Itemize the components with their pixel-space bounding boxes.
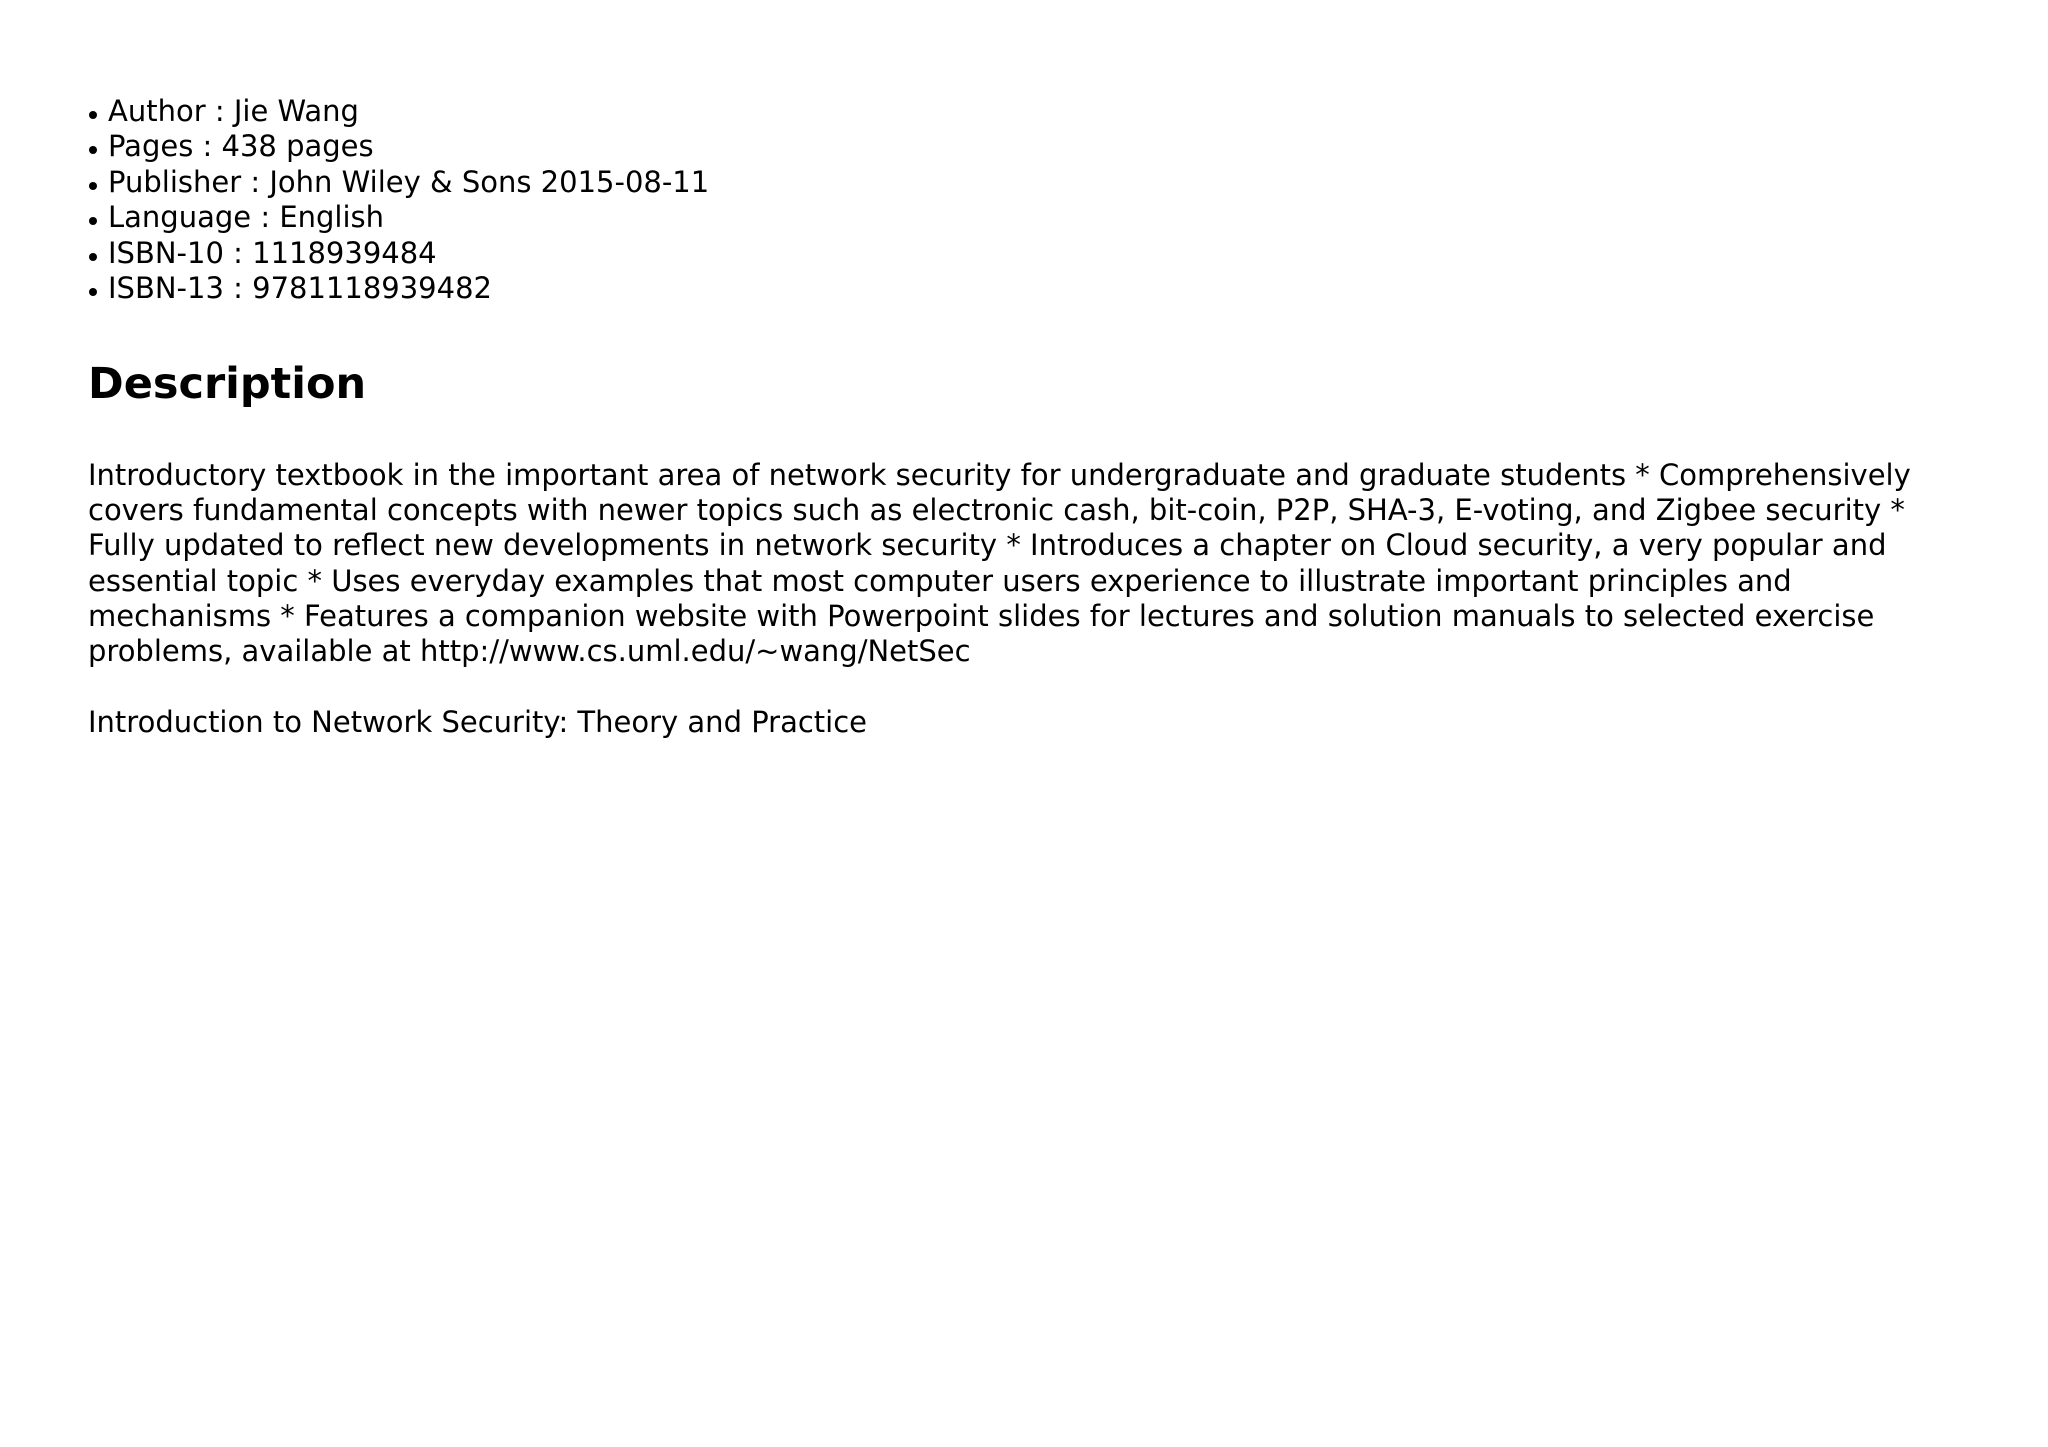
bullet-icon bbox=[89, 182, 97, 190]
bullet-icon bbox=[89, 111, 97, 119]
bullet-icon bbox=[89, 288, 97, 296]
detail-pages bbox=[88, 129, 709, 164]
detail-text: Language : English bbox=[108, 200, 385, 235]
detail-language bbox=[88, 200, 709, 235]
detail-text: Author : Jie Wang bbox=[108, 94, 359, 128]
detail-text: ISBN-10 : 1118939484 bbox=[108, 235, 437, 270]
detail-text: Pages : 438 pages bbox=[108, 129, 374, 164]
description-text bbox=[88, 458, 1968, 669]
bullet-icon bbox=[89, 217, 97, 225]
bullet-icon bbox=[89, 146, 97, 154]
book-title: Introduction to Network Security: Theory and Practice bbox=[88, 705, 868, 739]
detail-publisher bbox=[88, 165, 709, 200]
bullet-icon bbox=[89, 253, 97, 261]
description-line: problems, available at http://www.cs.uml.edu/~wang/NetSec bbox=[88, 634, 971, 669]
book-details-list bbox=[88, 94, 709, 306]
detail-author bbox=[88, 94, 709, 129]
description-heading: Description bbox=[88, 359, 367, 409]
detail-text: ISBN-13 : 9781118939482 bbox=[108, 271, 492, 306]
detail-text: Publisher : John Wiley & Sons 2015-08-11 bbox=[108, 164, 710, 199]
description-line: mechanisms * Features a companion website with Powerpoint slides for lectures and solution manuals to selected exercise bbox=[88, 598, 1875, 633]
detail-isbn-13 bbox=[88, 271, 709, 306]
description-line: Introductory textbook in the important area of network security for undergraduate and graduate students * Comprehensively bbox=[88, 458, 1911, 492]
detail-isbn-10 bbox=[88, 236, 709, 271]
description-line: covers fundamental concepts with newer topics such as electronic cash, bit-coin, P2P, SHA-3, E-voting, and Zigbee security * bbox=[88, 493, 1905, 528]
description-line: Fully updated to reflect new developments in network security * Introduces a chapter on Cloud security, a very popular and bbox=[88, 528, 1887, 563]
description-line: essential topic * Uses everyday examples that most computer users experience to illustrate important principles and bbox=[88, 563, 1792, 598]
